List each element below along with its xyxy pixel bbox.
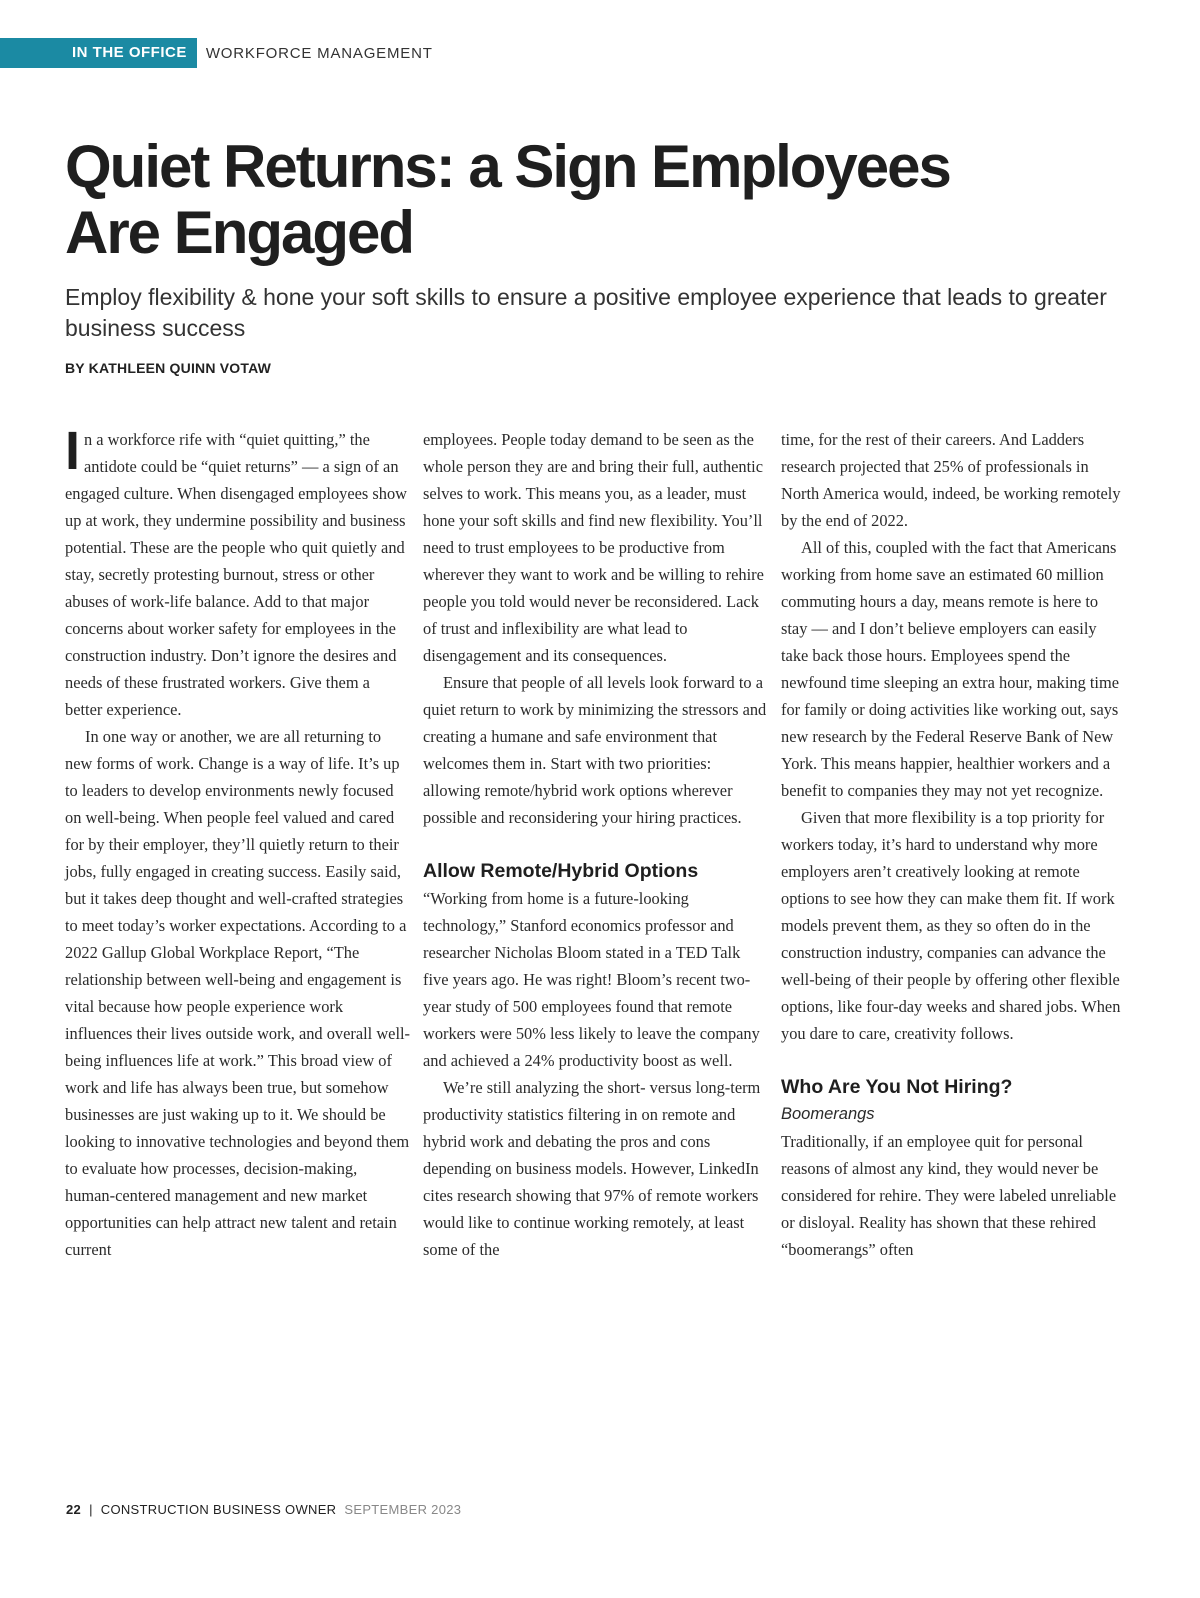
column-3 bbox=[781, 426, 1126, 1263]
paragraph: time, for the rest of their careers. And Ladders research projected that 25% of professionals in North America would, indeed, be working remotely by the end of 2022. bbox=[781, 430, 1121, 530]
section-heading: Who Are You Not Hiring? bbox=[781, 1076, 1013, 1098]
subsection-heading: Boomerangs bbox=[781, 1105, 875, 1123]
page-footer bbox=[66, 1502, 461, 1517]
drop-cap: I bbox=[65, 421, 81, 481]
column-2 bbox=[423, 426, 768, 1263]
title-line-2: Are Engaged bbox=[65, 199, 414, 266]
column-1 bbox=[65, 421, 411, 1263]
paragraph: All of this, coupled with the fact that Americans working from home save an estimated 60 million commuting hours a day, means remote is here to stay — and I don’t believe employers can easily take back those hours. Employees spend the newfound time sleeping an extra hour, making time for family or doing activities like working out, says new research by the Federal Reserve Bank of New York. This means happier, healthier workers and a benefit to companies they may not yet recognize. bbox=[781, 538, 1119, 800]
page-number: 22 bbox=[66, 1502, 82, 1517]
byline: BY KATHLEEN QUINN VOTAW bbox=[65, 360, 272, 376]
footer-separator: | bbox=[89, 1502, 93, 1517]
category-label: WORKFORCE MANAGEMENT bbox=[205, 44, 433, 62]
section-heading: Allow Remote/Hybrid Options bbox=[423, 860, 699, 882]
paragraph: Ensure that people of all levels look forward to a quiet return to work by minimizing the stressors and creating a humane and safe environment that welcomes them in. Start with two priorities: allowing remote/hybrid work options wherever possible and reconsidering your hiring practices. bbox=[423, 673, 767, 827]
article-title bbox=[65, 134, 1065, 266]
section-label: IN THE OFFICE bbox=[0, 38, 197, 68]
paragraph: Traditionally, if an employee quit for personal reasons of almost any kind, they would never be considered for rehire. They were labeled unreliable or disloyal. Reality has shown that these rehired “boomerangs” often bbox=[781, 1132, 1117, 1259]
paragraph: employees. People today demand to be seen as the whole person they are and bring their full, authentic selves to work. This means you, as a leader, must hone your soft skills and find new flexibility. You’ll need to trust employees to be productive from wherever they want to work and be willing to rehire people you told would never be reconsidered. Lack of trust and inflexibility are what lead to disengagement and its consequences. bbox=[423, 430, 764, 665]
title-line-1: Quiet Returns: a Sign Employees bbox=[65, 133, 950, 200]
issue-date: SEPTEMBER 2023 bbox=[344, 1502, 462, 1517]
section-tag bbox=[0, 38, 433, 68]
paragraph-text: n a workforce rife with “quiet quitting,” the antidote could be “quiet returns” — a sign of an engaged culture. When disengaged employees show up at work, they undermine possibility and business potential. These are the people who quit quietly and stay, secretly protesting burnout, stress or other abuses of work-life balance. Add to that major concerns about worker safety for employees in the construction industry. Don’t ignore the desires and needs of these frustrated workers. Give them a better experience. bbox=[65, 430, 407, 719]
paragraph: Given that more flexibility is a top priority for workers today, it’s hard to understand why more employers aren’t creatively looking at remote options to see how they can make them fit. If work models prevent them, as they so often do in the construction industry, companies can advance the well-being of their people by offering other flexible options, like four-day weeks and shared jobs. When you dare to care, creativity follows. bbox=[781, 808, 1121, 1043]
article-subtitle: Employ flexibility & hone your soft skills to ensure a positive employee experience that leads to greater business success bbox=[65, 284, 1107, 341]
publication-name: CONSTRUCTION BUSINESS OWNER bbox=[100, 1502, 337, 1517]
paragraph: We’re still analyzing the short- versus long-term productivity statistics filtering in on remote and hybrid work and debating the pros and cons depending on business models. However, LinkedIn cites research showing that 97% of remote workers would like to continue working remotely, at least some of the bbox=[423, 1078, 761, 1259]
paragraph: “Working from home is a future-looking technology,” Stanford economics professor and researcher Nicholas Bloom stated in a TED Talk five years ago. He was right! Bloom’s recent two-year study of 500 employees found that remote workers were 50% less likely to leave the company and achieved a 24% productivity boost as well. bbox=[423, 889, 760, 1070]
paragraph bbox=[65, 421, 410, 723]
paragraph: In one way or another, we are all returning to new forms of work. Change is a way of life. It’s up to leaders to develop environments newly focused on well-being. When people feel valued and cared for by their employer, they’ll quietly return to their jobs, fully engaged in creating success. Easily said, but it takes deep thought and well-crafted strategies to meet today’s worker expectations. According to a 2022 Gallup Global Workplace Report, “The relationship between well-being and engagement is vital because how people experience work influences their lives outside work, and overall well-being influences life at work.” This broad view of work and life has always been true, but somehow businesses are just waking up to it. We should be looking to innovative technologies and beyond them to evaluate how processes, decision-making, human-centered management and new market opportunities can help attract new talent and retain current bbox=[65, 727, 411, 1259]
